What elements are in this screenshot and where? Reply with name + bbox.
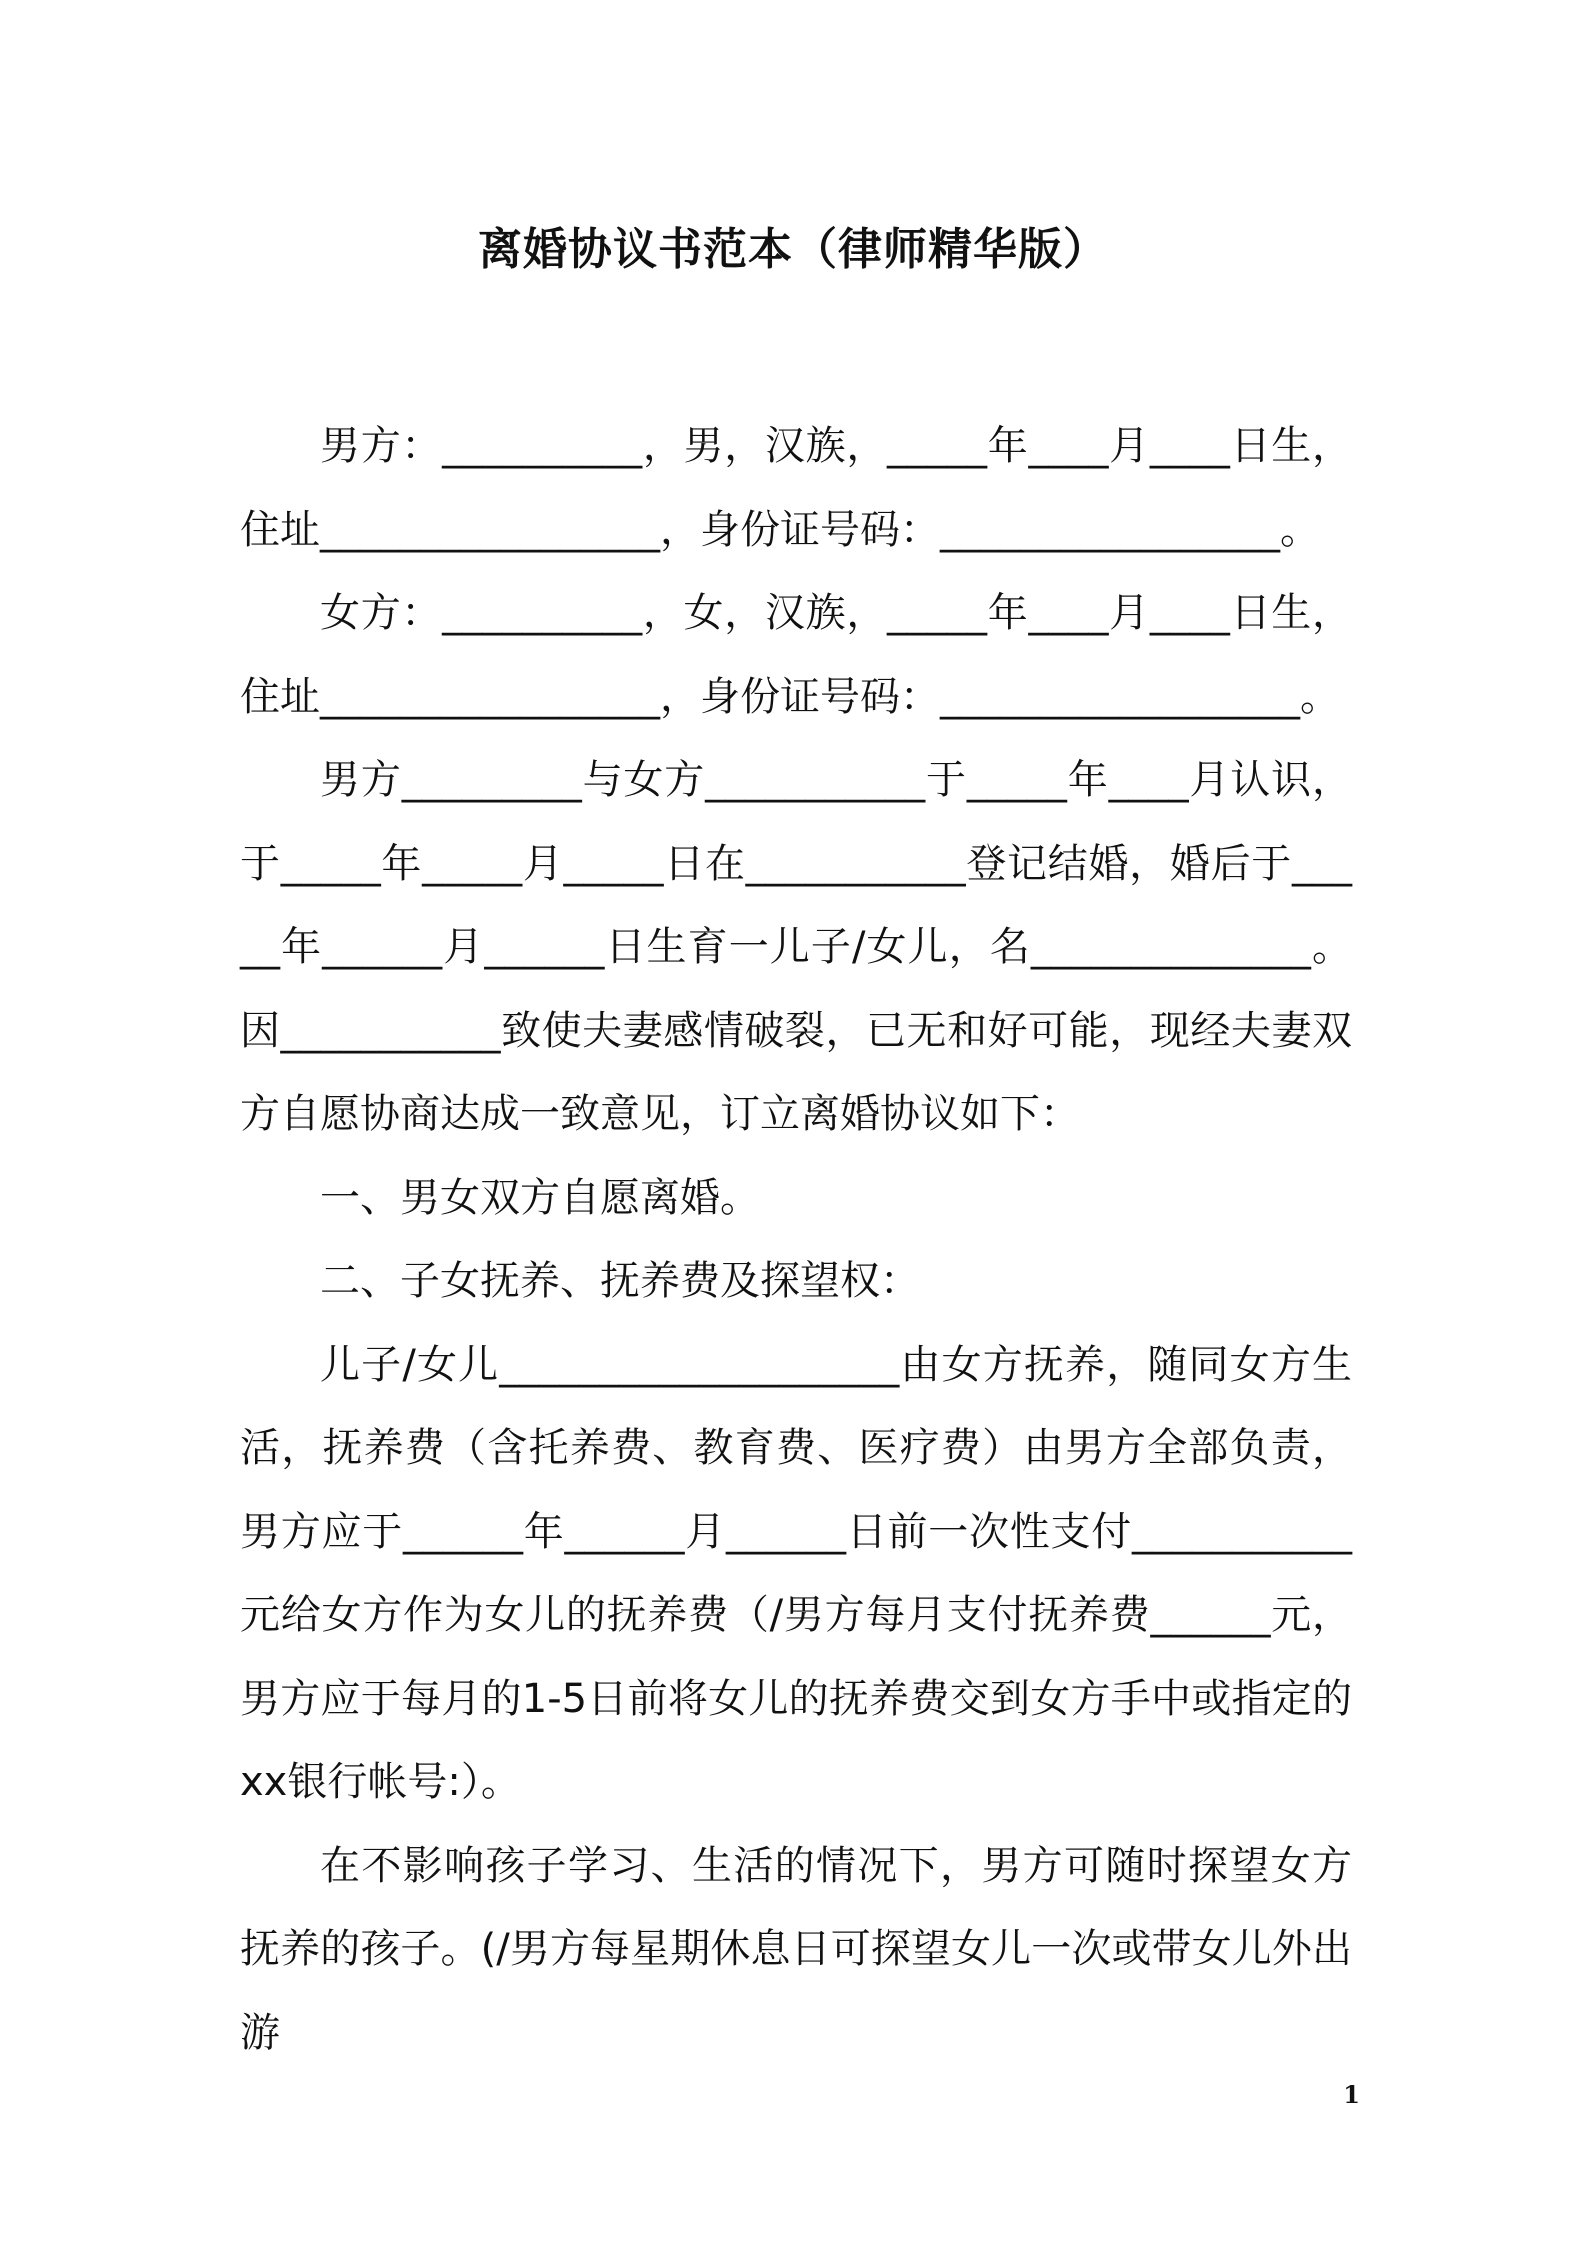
- document-title: 离婚协议书范本（律师精华版）: [478, 224, 1108, 275]
- paragraph-child-support: 儿子/女儿____________________由女方抚养，随同女方生活，抚养费（含托养费、教育费、医疗费）由男方全部负责，男方应于______年______月______日前一次性支付___________元给女方作为女儿的抚养费（/男方每月支付抚养费______元，男方应于每月的1-5日前将女儿的抚养费交到女方手中或指定的xx银行帐号:）。: [240, 1341, 1352, 1805]
- paragraph-clause-2-heading: 二、子女抚养、抚养费及探望权：: [320, 1258, 920, 1304]
- paragraph-marriage-background: 男方_________与女方___________于_____年____月认识，于_____年_____月_____日在___________登记结婚，婚后于_____年______月______日生育一儿子/女儿，名______________。因___________致使夫妻感情破裂，已无和好可能，现经夫妻双方自愿协商达成一致意见，订立离婚协议如下：: [240, 757, 1352, 1137]
- paragraph-clause-1: 一、男女双方自愿离婚。: [320, 1174, 760, 1221]
- paragraph-male-party: 男方：__________，男，汉族，_____年____月____日生，住址_________________，身份证号码：_________________。: [240, 423, 1352, 553]
- paragraph-female-party: 女方：__________，女，汉族，_____年____月____日生，住址_________________，身份证号码：__________________。: [240, 590, 1352, 720]
- page-number: 1: [1343, 2080, 1360, 2109]
- paragraph-visitation: 在不影响孩子学习、生活的情况下，男方可随时探望女方抚养的孩子。(/男方每星期休息日可探望女儿一次或带女儿外出游: [240, 1842, 1352, 2056]
- document-body: [240, 405, 1352, 2075]
